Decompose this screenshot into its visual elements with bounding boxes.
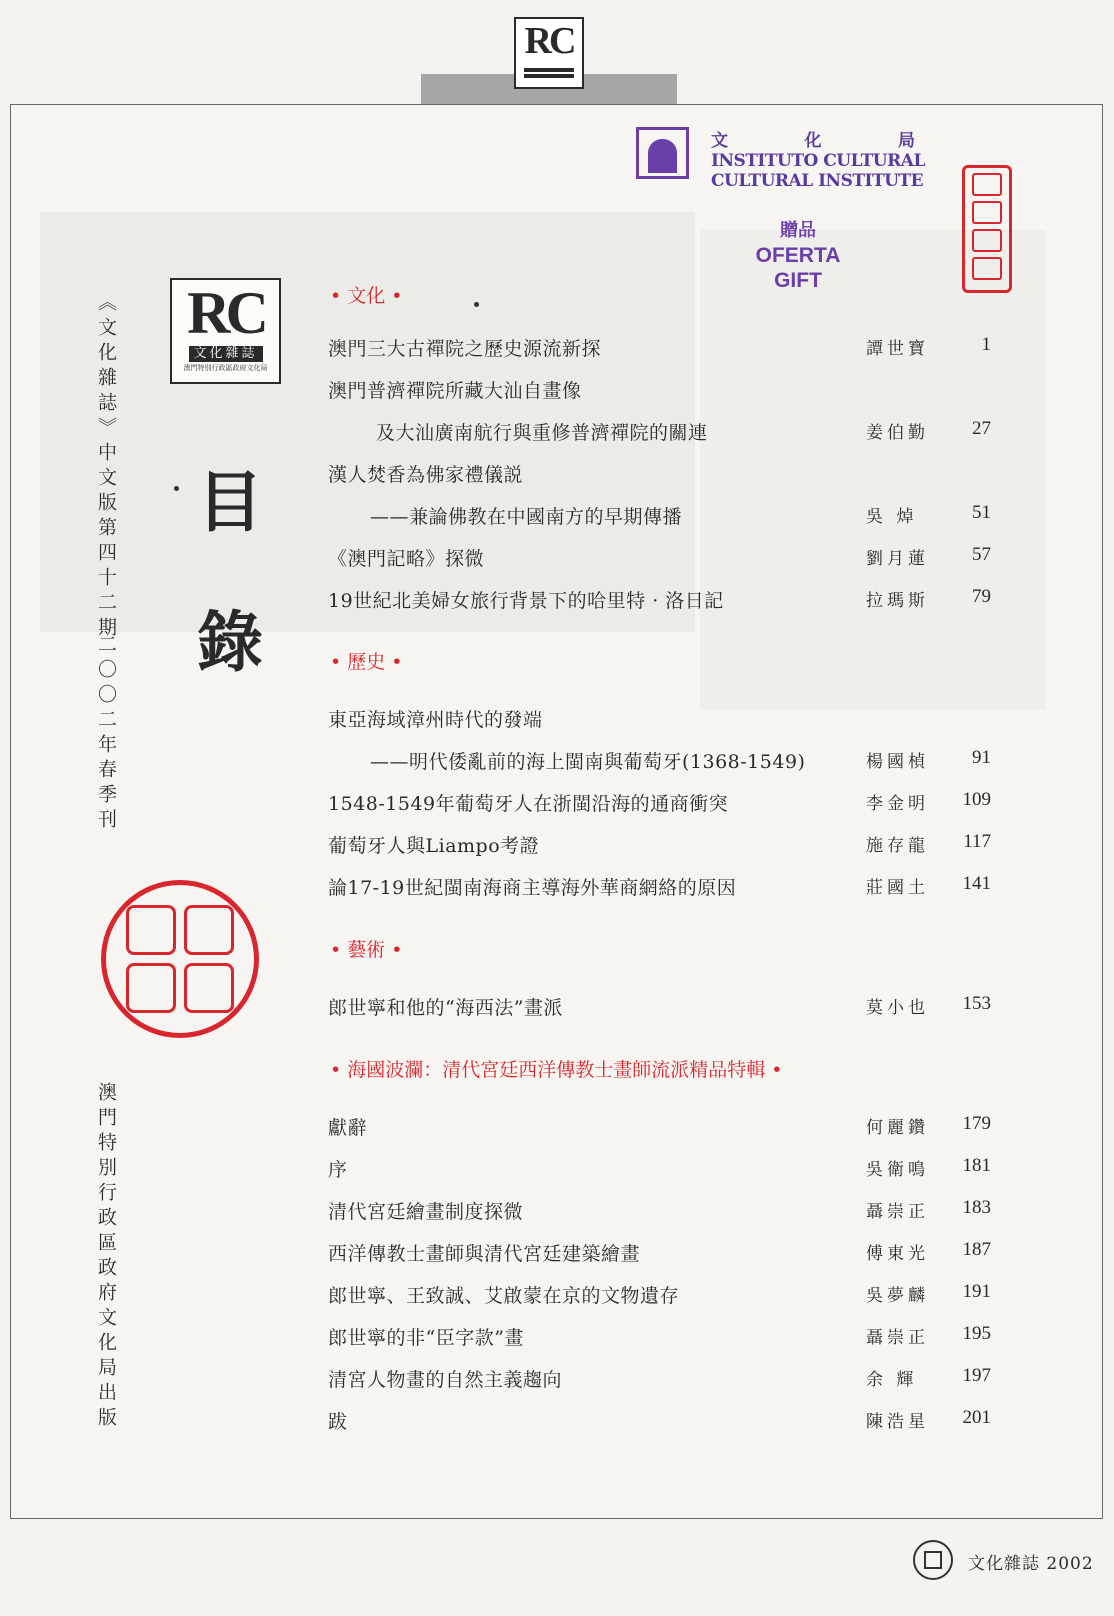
toc-page: 91 xyxy=(972,747,991,768)
toc-title: 序 xyxy=(328,1159,348,1181)
toc-page: 179 xyxy=(962,1113,991,1134)
toc-author: 莊國土 xyxy=(866,878,929,898)
toc-row[interactable] xyxy=(0,1323,1114,1353)
toc-row[interactable] xyxy=(0,1155,1114,1185)
toc-author: 聶崇正 xyxy=(866,1328,929,1348)
toc-title: 論17-19世紀閩南海商主導海外華商網絡的原因 xyxy=(328,877,737,899)
toc-author: 李金明 xyxy=(866,794,929,814)
toc-row[interactable] xyxy=(0,789,1114,819)
toc-page: 27 xyxy=(972,418,991,439)
toc-title: 跋 xyxy=(328,1411,348,1433)
section-special: • 海國波瀾：清代宮廷西洋傳教士畫師流派精品特輯 • xyxy=(330,1059,783,1081)
toc-title: 及大汕廣南航行與重修普濟禪院的關連 xyxy=(376,422,708,444)
toc-page: 187 xyxy=(962,1239,991,1260)
gift-zh: 贈品 xyxy=(780,220,816,241)
toc-row[interactable] xyxy=(0,1113,1114,1143)
toc-title: 獻辭 xyxy=(328,1117,368,1139)
toc-row[interactable] xyxy=(0,1407,1114,1437)
toc-row[interactable] xyxy=(0,544,1114,574)
toc-author: 劉月蓮 xyxy=(866,549,929,569)
toc-row[interactable] xyxy=(0,334,1114,364)
toc-author: 姜伯勤 xyxy=(866,423,929,443)
toc-author: 拉瑪斯 xyxy=(866,591,929,611)
logo-bars xyxy=(524,68,574,78)
toc-author: 莫小也 xyxy=(866,998,929,1018)
toc-author: 楊國楨 xyxy=(866,752,929,772)
toc-page: 51 xyxy=(972,502,991,523)
page-title-char: 錄 xyxy=(197,603,263,681)
toc-title: 19世紀北美婦女旅行背景下的哈里特 · 洛日記 xyxy=(328,590,724,612)
toc-title: 清代宮廷繪畫制度探微 xyxy=(328,1201,524,1223)
magazine-logo-rc: RC xyxy=(187,280,264,346)
toc-page: 201 xyxy=(962,1407,991,1428)
section-history: • 歷史 • xyxy=(330,651,403,673)
toc-page: 181 xyxy=(962,1155,991,1176)
toc-author: 施存龍 xyxy=(866,836,929,856)
toc-title: 《澳門記略》探微 xyxy=(328,548,485,570)
toc-page: 79 xyxy=(972,586,991,607)
institute-name-zh xyxy=(711,126,921,151)
toc-title: 1548-1549年葡萄牙人在浙閩沿海的通商衝突 xyxy=(328,793,729,815)
toc-title: 漢人焚香為佛家禮儀説 xyxy=(328,464,524,486)
toc-row[interactable] xyxy=(0,993,1114,1023)
side-edition: 《文化雜誌》中文版第四十二期 xyxy=(95,292,117,642)
speck xyxy=(474,302,479,307)
toc-title: 郎世寧和他的“海西法”畫派 xyxy=(328,997,563,1019)
institute-name-en: CULTURAL INSTITUTE xyxy=(711,171,924,191)
toc-row[interactable] xyxy=(0,1197,1114,1227)
toc-page: 141 xyxy=(962,873,991,894)
red-seal-stamp-icon xyxy=(962,165,1012,293)
side-publisher: 澳門特別行政區政府文化局出版 xyxy=(95,1082,117,1432)
side-date: 二〇〇二年春季刊 xyxy=(95,634,117,834)
toc-row[interactable] xyxy=(0,1365,1114,1395)
toc-author: 吳夢麟 xyxy=(866,1286,929,1306)
toc-page: 109 xyxy=(962,789,991,810)
toc-row[interactable] xyxy=(0,460,1114,490)
toc-row[interactable] xyxy=(0,586,1114,616)
toc-row[interactable] xyxy=(0,418,1114,448)
toc-author: 聶崇正 xyxy=(866,1202,929,1222)
section-culture: • 文化 • xyxy=(330,285,403,307)
toc-author: 吳 焯 xyxy=(866,507,918,527)
toc-title: 澳門三大古禪院之歷史源流新探 xyxy=(328,338,602,360)
speck xyxy=(174,486,179,491)
toc-author: 傅東光 xyxy=(866,1244,929,1264)
toc-author: 吳衛鳴 xyxy=(866,1160,929,1180)
toc-title: 郎世寧的非“臣字款”畫 xyxy=(328,1327,524,1349)
magazine-logo xyxy=(170,278,281,384)
toc-title: 葡萄牙人與Liampo考證 xyxy=(328,835,540,857)
header-logo-text: RC xyxy=(524,20,574,62)
institute-name-pt: INSTITUTO CULTURAL xyxy=(711,151,925,171)
toc-title: 澳門普濟禪院所藏大汕自畫像 xyxy=(328,380,582,402)
toc-author: 余 輝 xyxy=(866,1370,918,1390)
magazine-logo-small: 澳門特別行政區政府文化局 xyxy=(183,364,268,372)
toc-page: 195 xyxy=(962,1323,991,1344)
toc-page: 57 xyxy=(972,544,991,565)
toc-row[interactable] xyxy=(0,747,1114,777)
header-rc-logo xyxy=(514,17,584,89)
gift-stamp xyxy=(738,218,858,293)
toc-row[interactable] xyxy=(0,1239,1114,1269)
institute-zh-char: 化 xyxy=(804,131,822,151)
toc-title: 東亞海域漳州時代的發端 xyxy=(328,709,543,731)
magazine-logo-subtitle: 文化雜誌 xyxy=(189,346,263,362)
page-title-char: 目 xyxy=(197,463,263,541)
toc-page: 153 xyxy=(962,993,991,1014)
footer-text: 文化雜誌 2002 xyxy=(968,1554,1094,1574)
toc-row[interactable] xyxy=(0,376,1114,406)
section-art: • 藝術 • xyxy=(330,939,403,961)
toc-row[interactable] xyxy=(0,705,1114,735)
toc-author: 何麗鑽 xyxy=(866,1118,929,1138)
toc-row[interactable] xyxy=(0,873,1114,903)
toc-row[interactable] xyxy=(0,1281,1114,1311)
gift-pt: OFERTA xyxy=(755,244,841,267)
toc-page: 183 xyxy=(962,1197,991,1218)
footer-seal-icon xyxy=(913,1540,953,1580)
toc-page: 117 xyxy=(963,831,991,852)
toc-author: 譚世寶 xyxy=(866,339,929,359)
toc-page: 191 xyxy=(962,1281,991,1302)
toc-title: 西洋傳教士畫師與清代宮廷建築繪畫 xyxy=(328,1243,641,1265)
institute-zh-char: 文 xyxy=(711,131,728,151)
institute-logo-icon xyxy=(636,127,689,179)
toc-row[interactable] xyxy=(0,502,1114,532)
toc-page: 197 xyxy=(962,1365,991,1386)
toc-title: ——兼論佛教在中國南方的早期傳播 xyxy=(370,506,683,528)
toc-title: ——明代倭亂前的海上閩南與葡萄牙(1368-1549) xyxy=(370,751,806,773)
institute-stamp xyxy=(711,126,925,191)
toc-title: 清宮人物畫的自然主義趨向 xyxy=(328,1369,563,1391)
toc-row[interactable] xyxy=(0,831,1114,861)
toc-author: 陳浩星 xyxy=(866,1412,929,1432)
toc-page: 1 xyxy=(981,334,991,355)
toc-title: 郎世寧、王致誠、艾啟蒙在京的文物遺存 xyxy=(328,1285,680,1307)
gift-en: GIFT xyxy=(774,269,822,292)
institute-zh-char: 局 xyxy=(898,131,915,151)
